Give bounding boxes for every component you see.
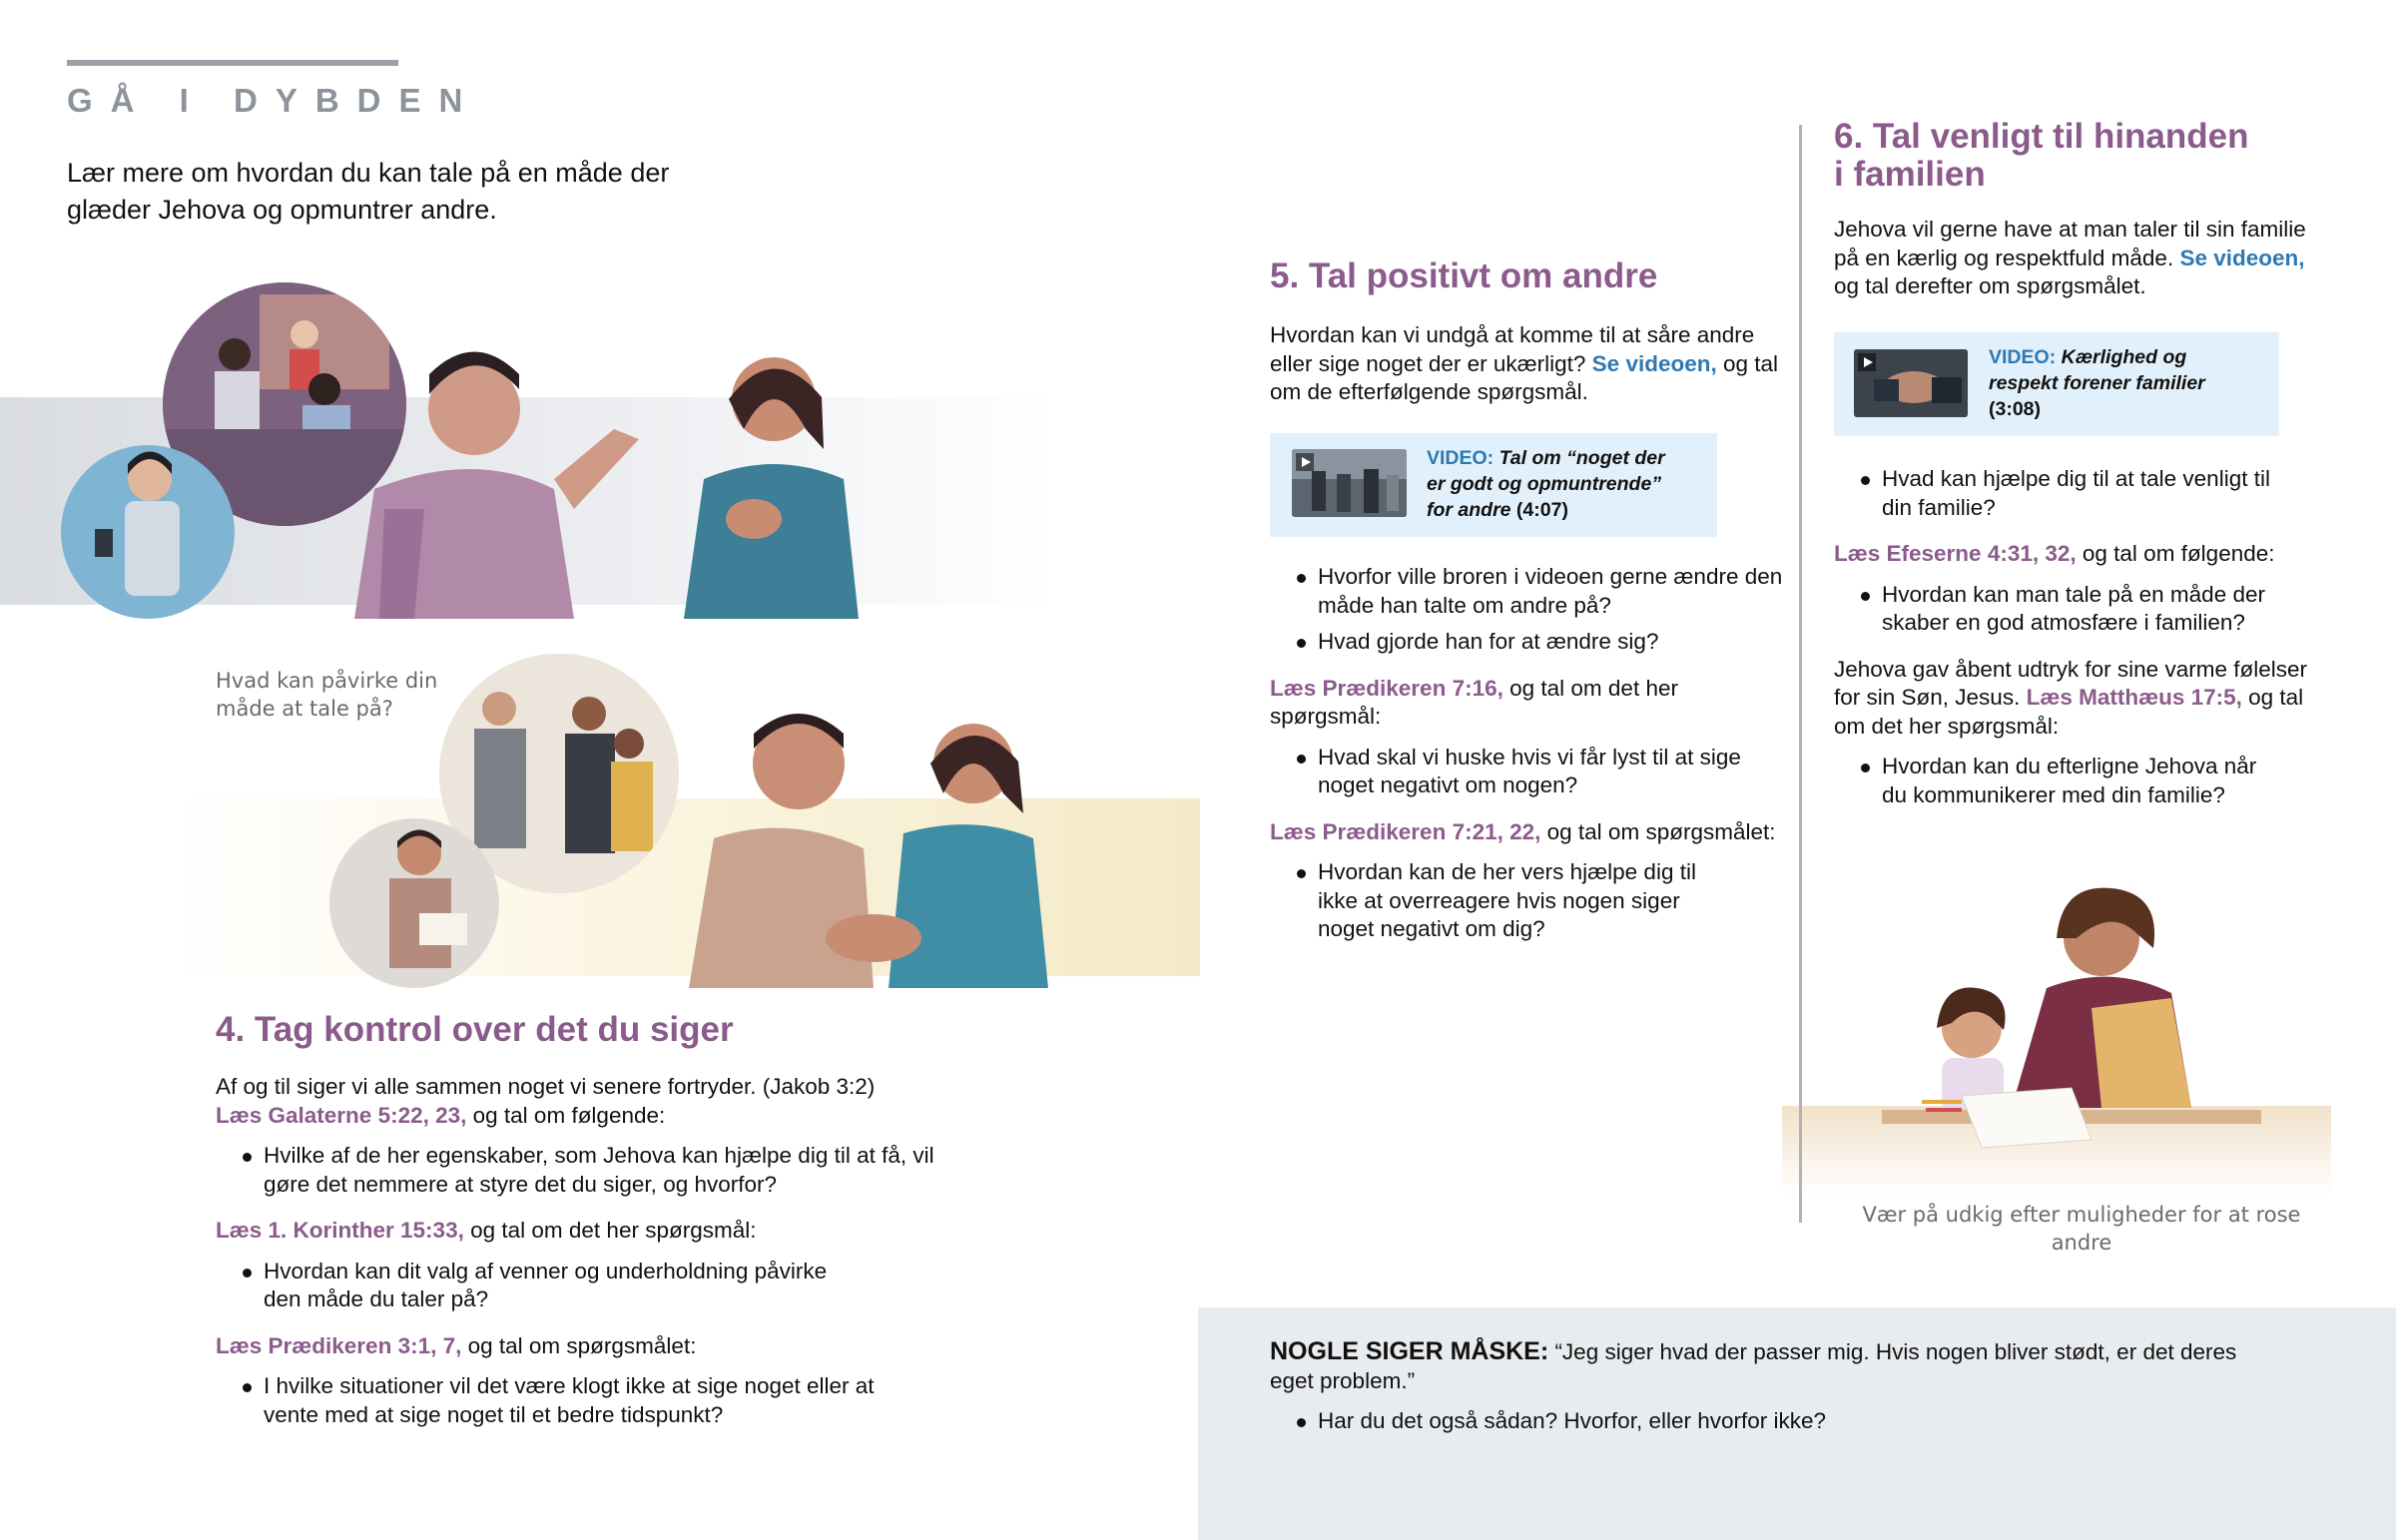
scripture-ref-corinthians[interactable]: Læs 1. Korinther 15:33,	[216, 1218, 464, 1243]
question-item: Hvad skal vi huske hvis vi får lyst til at sige noget negativt om nogen?	[1270, 744, 1789, 800]
video-caption	[1427, 445, 1676, 523]
section-4	[216, 1011, 1014, 1437]
section-6-list-2	[1834, 581, 2273, 638]
video-card-section-6[interactable]	[1834, 332, 2279, 436]
caption-family: Vær på udkig efter muligheder for at rose andre	[1862, 1203, 2301, 1255]
section-6-para-2	[1834, 540, 2333, 569]
section-5-para-3-tail: og tal om spørgsmålet:	[1540, 818, 1776, 844]
section-6	[1834, 118, 2333, 301]
video-title: Tal om “noget der er godt og opmuntrende” for andre	[1427, 447, 1665, 521]
video-caption	[1989, 344, 2258, 422]
section-5-para-2	[1270, 675, 1789, 732]
section-5-list-2	[1270, 744, 1789, 800]
question-item: Hvordan kan du efterligne Jehova når du kommunikerer med din familie?	[1834, 753, 2273, 809]
some-say-list	[1270, 1407, 2268, 1436]
scripture-ref-ecclesiastes-7-16[interactable]: Læs Prædikeren 7:16,	[1270, 675, 1503, 701]
section-4-intro	[216, 1073, 1014, 1130]
header-intro: Lær mere om hvordan du kan tale på en måde der glæder Jehova og opmuntrer andre.	[67, 158, 670, 225]
section-6-intro-text: Jehova vil gerne have at man taler til sin familie på en kærlig og respektfuld måde.	[1834, 217, 2306, 270]
section-6-para-3	[1834, 656, 2333, 742]
section-6-para-2-tail: og tal om følgende:	[2076, 541, 2275, 566]
section-6-body	[1834, 465, 2333, 817]
some-say-quote	[1270, 1337, 2268, 1395]
section-5-intro-text: Hvordan kan vi undgå at komme til at såre andre eller sige noget der er ukærligt?	[1270, 322, 1755, 376]
question-item: Hvorfor ville broren i videoen gerne ændre den måde han talte om andre på?	[1270, 563, 1789, 620]
scripture-ref-ecclesiastes[interactable]: Læs Prædikeren 3:1, 7,	[216, 1332, 462, 1358]
column-divider	[1799, 125, 1802, 1223]
section-6-intro-tail: og tal derefter om spørgsmålet.	[1834, 273, 2146, 298]
section-4-list-1	[216, 1142, 934, 1199]
some-say-box	[1198, 1307, 2396, 1540]
section-4-para-3-tail: og tal om spørgsmålet:	[461, 1332, 697, 1358]
scripture-ref-ephesians[interactable]: Læs Efeserne 4:31, 32,	[1834, 541, 2077, 566]
video-thumbnail[interactable]	[1854, 349, 1968, 417]
scripture-ref-ecclesiastes-7-21[interactable]: Læs Prædikeren 7:21, 22,	[1270, 818, 1541, 844]
video-thumbnail[interactable]	[1292, 449, 1407, 517]
video-duration: (3:08)	[1989, 398, 2042, 420]
illustration-argument	[55, 279, 1053, 619]
header-title: GÅ I DYBDEN	[67, 82, 481, 119]
section-6-title: 6. Tal venligt til hinanden i familien	[1834, 117, 2249, 194]
play-icon[interactable]	[1296, 453, 1314, 471]
section-6-para-3-text: Jehova gav åbent udtryk for sine varme følelser for sin Søn, Jesus.	[1834, 656, 2307, 710]
section-4-para-2-tail: og tal om det her spørgsmål:	[463, 1218, 757, 1243]
section-4-list-3	[216, 1372, 895, 1429]
section-4-para-3	[216, 1332, 1014, 1361]
header-rule	[67, 60, 398, 66]
question-item: Har du det også sådan? Hvorfor, eller hvorfor ikke?	[1270, 1407, 2268, 1436]
section-4-title: 4. Tag kontrol over det du siger	[216, 1010, 734, 1049]
section-5-body	[1270, 563, 1789, 952]
caption-influence: Hvad kan påvirke din måde at tale på?	[216, 669, 438, 721]
section-5-intro-tail: og tal om de efterfølgende spørgsmål.	[1270, 350, 1779, 404]
question-item: Hvordan kan man tale på en måde der skaber en god atmosfære i familien?	[1834, 581, 2273, 638]
see-video-link[interactable]: Se videoen,	[1591, 350, 1717, 376]
section-6-intro	[1834, 216, 2333, 301]
illustration-family	[1862, 878, 2281, 1178]
section-6-para-3-tail: og tal om det her spørgsmål:	[1834, 685, 2304, 739]
section-5-intro	[1270, 321, 1789, 407]
play-icon[interactable]	[1858, 353, 1876, 371]
section-5	[1270, 257, 1789, 407]
section-5-para-3	[1270, 818, 1789, 847]
see-video-link[interactable]: Se videoen,	[2179, 245, 2305, 270]
section-4-intro-tail: og tal om følgende:	[466, 1102, 666, 1128]
section-5-para-2-tail: og tal om det her spørgsmål:	[1270, 675, 1678, 729]
section-5-title: 5. Tal positivt om andre	[1270, 257, 1658, 295]
some-say-lead: NOGLE SIGER MÅSKE:	[1270, 1337, 1549, 1365]
section-6-list-3	[1834, 753, 2273, 809]
video-card-section-5[interactable]	[1270, 433, 1717, 537]
section-4-para-2	[216, 1217, 1014, 1246]
section-6-list-1	[1834, 465, 2273, 522]
video-duration: (4:07)	[1510, 499, 1568, 521]
question-item: Hvordan kan dit valg af venner og underholdning påvirke den måde du taler på?	[216, 1258, 865, 1314]
scripture-ref-matthew[interactable]: Læs Matthæus 17:5,	[2026, 685, 2242, 710]
question-item: Hvordan kan de her vers hjælpe dig til ikke at overreagere hvis nogen siger noget negativt om dig?	[1270, 858, 1709, 944]
question-item: I hvilke situationer vil det være klogt ikke at sige noget eller at vente med at sige noget til et bedre tidspunkt?	[216, 1372, 895, 1429]
video-title: Kærlighed og respekt forener familier	[1989, 346, 2205, 394]
section-5-list-1	[1270, 563, 1789, 657]
question-item: Hvad gjorde han for at ændre sig?	[1270, 628, 1789, 657]
section-5-list-3	[1270, 858, 1709, 944]
question-item: Hvad kan hjælpe dig til at tale venligt til din familie?	[1834, 465, 2273, 522]
section-4-list-2	[216, 1258, 865, 1314]
illustration-reconcile	[329, 654, 1108, 988]
some-say-quote-text: “Jeg siger hvad der passer mig. Hvis nogen bliver stødt, er det deres eget problem.”	[1270, 1339, 2237, 1393]
scripture-ref-galatians[interactable]: Læs Galaterne 5:22, 23,	[216, 1102, 467, 1128]
question-item: Hvilke af de her egenskaber, som Jehova kan hjælpe dig til at få, vil gøre det nemmere at styre det du siger, og hvorfor?	[216, 1142, 934, 1199]
video-label: VIDEO:	[1989, 346, 2057, 368]
some-say-content	[1270, 1337, 2268, 1444]
video-label: VIDEO:	[1427, 447, 1495, 469]
section-4-intro-text: Af og til siger vi alle sammen noget vi senere fortryder. (Jakob 3:2)	[216, 1074, 876, 1099]
